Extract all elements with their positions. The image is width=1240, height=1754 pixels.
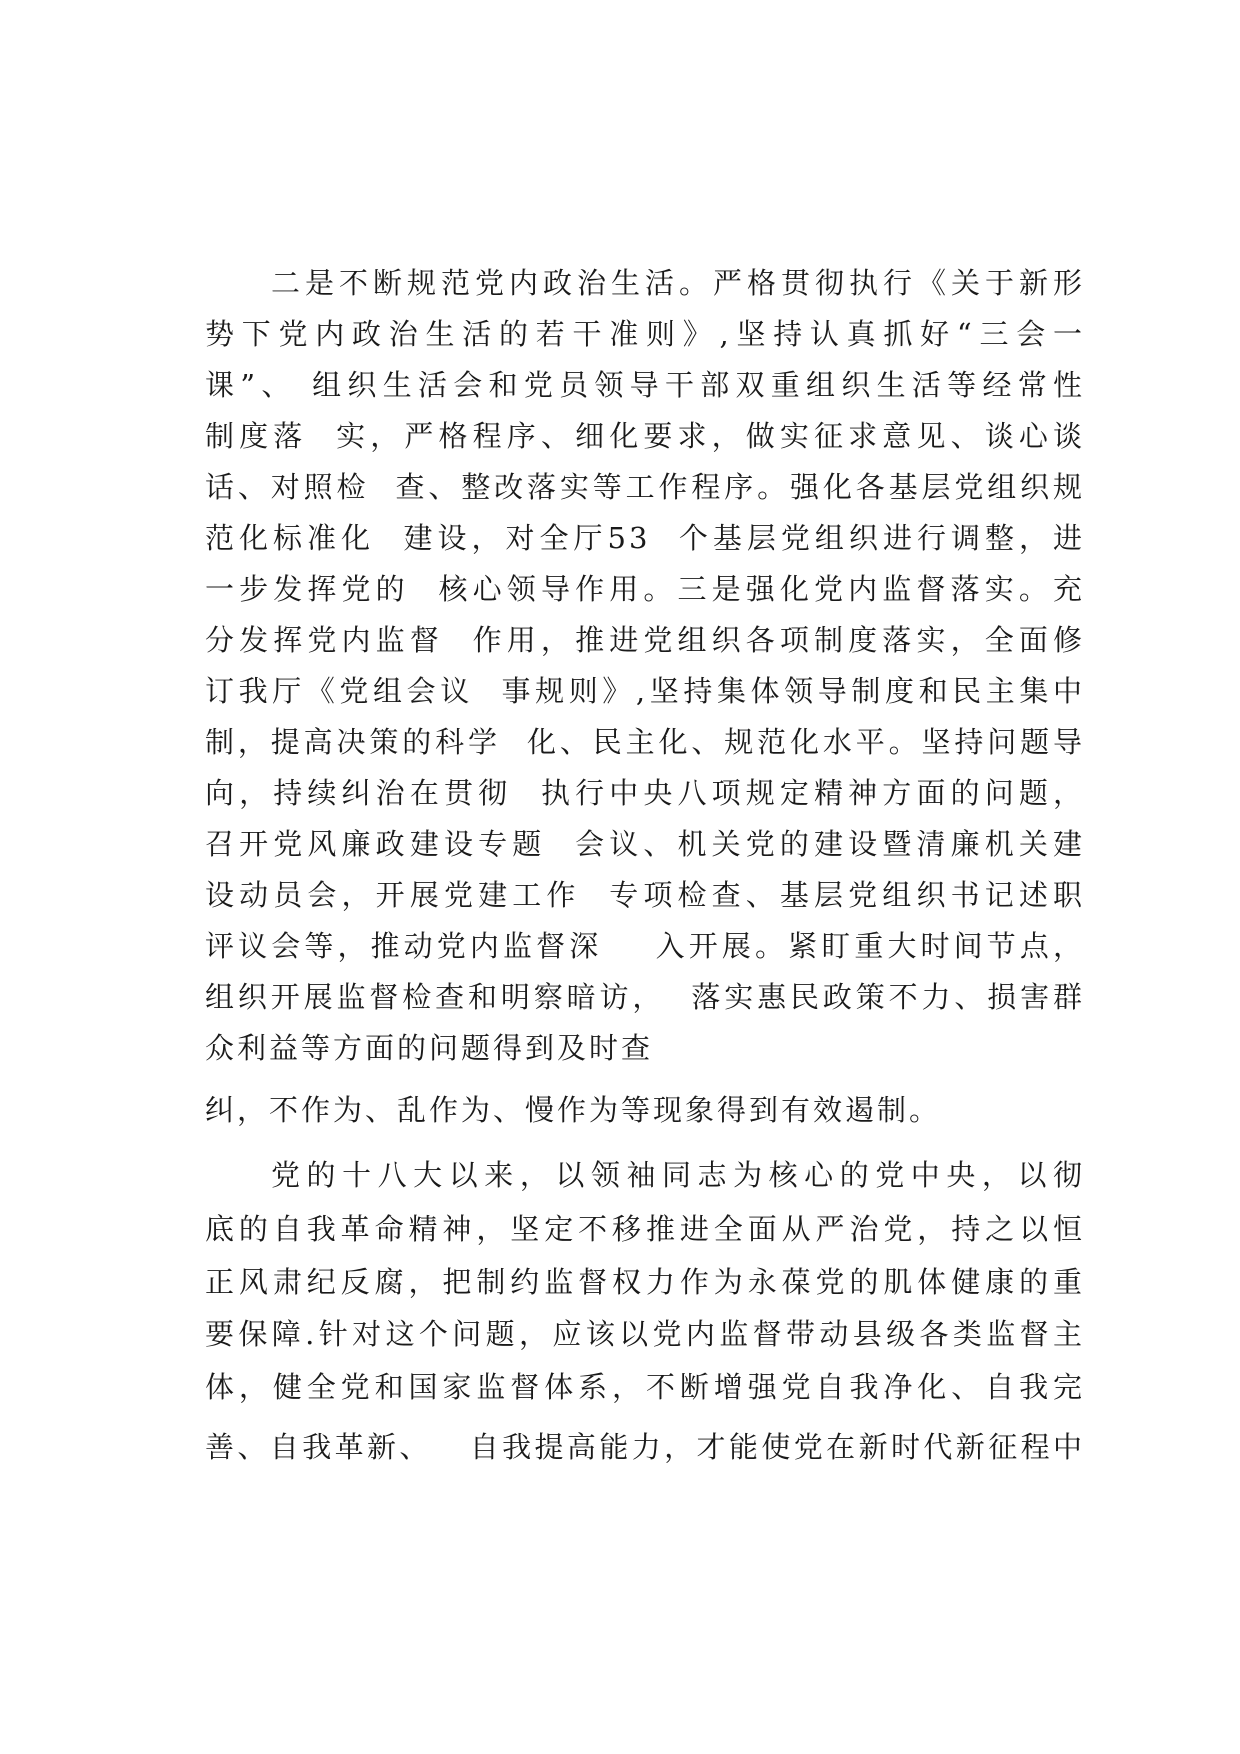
text-line: 正风肃纪反腐，把制约监督权力作为永葆党的肌体健康的重 xyxy=(205,1265,1085,1299)
paragraph-1 xyxy=(205,258,1085,1074)
text-line: 纠，不作为、乱作为、慢作为等现象得到有效遏制。 xyxy=(205,1093,942,1127)
document-body xyxy=(205,258,1085,1480)
text-line: 范化标准化 建设，对全厅53 个基层党组织进行调整，进 xyxy=(205,521,1085,555)
text-line: 众利益等方面的问题得到及时查 xyxy=(205,1031,654,1065)
text-line: 势下党内政治生活的若干准则》,坚持认真抓好“三会一 xyxy=(205,317,1085,351)
text-line: 课”、 组织生活会和党员领导干部双重组织生活等经常性 xyxy=(205,368,1085,402)
paragraph-2 xyxy=(205,1074,1085,1146)
text-line: 召开党风廉政建设专题 会议、机关党的建设暨清廉机关建 xyxy=(205,827,1085,861)
text-line: 二是不断规范党内政治生活。严格贯彻执行《关于新形 xyxy=(271,266,1085,300)
paragraph-3 xyxy=(205,1146,1085,1480)
text-line: 体，健全党和国家监督体系，不断增强党自我净化、自我完 xyxy=(205,1370,1085,1404)
text-line: 分发挥党内监督 作用，推进党组织各项制度落实，全面修 xyxy=(205,623,1085,657)
text-line: 党的十八大以来，以领袖同志为核心的党中央，以彻 xyxy=(271,1158,1085,1192)
text-line: 设动员会，开展党建工作 专项检查、基层党组织书记述职 xyxy=(205,878,1085,912)
text-line: 底的自我革命精神，坚定不移推进全面从严治党，持之以恒 xyxy=(205,1212,1085,1246)
text-line: 话、对照检 查、整改落实等工作程序。强化各基层党组织规 xyxy=(205,470,1085,504)
text-line: 善、自我革新、 自我提高能力，才能使党在新时代新征程中 xyxy=(205,1430,1085,1464)
text-line: 制度落 实，严格程序、细化要求，做实征求意见、谈心谈 xyxy=(205,419,1085,453)
text-line: 组织开展监督检查和明察暗访， 落实惠民政策不力、损害群 xyxy=(205,980,1085,1014)
text-line: 向，持续纠治在贯彻 执行中央八项规定精神方面的问题， xyxy=(205,776,1085,810)
text-line: 订我厅《党组会议 事规则》,坚持集体领导制度和民主集中 xyxy=(205,674,1085,708)
text-line: 要保障.针对这个问题，应该以党内监督带动县级各类监督主 xyxy=(205,1317,1085,1351)
text-line: 评议会等，推动党内监督深 入开展。紧盯重大时间节点， xyxy=(205,929,1085,963)
text-line: 一步发挥党的 核心领导作用。三是强化党内监督落实。充 xyxy=(205,572,1085,606)
text-line: 制，提高决策的科学 化、民主化、规范化水平。坚持问题导 xyxy=(205,725,1085,759)
